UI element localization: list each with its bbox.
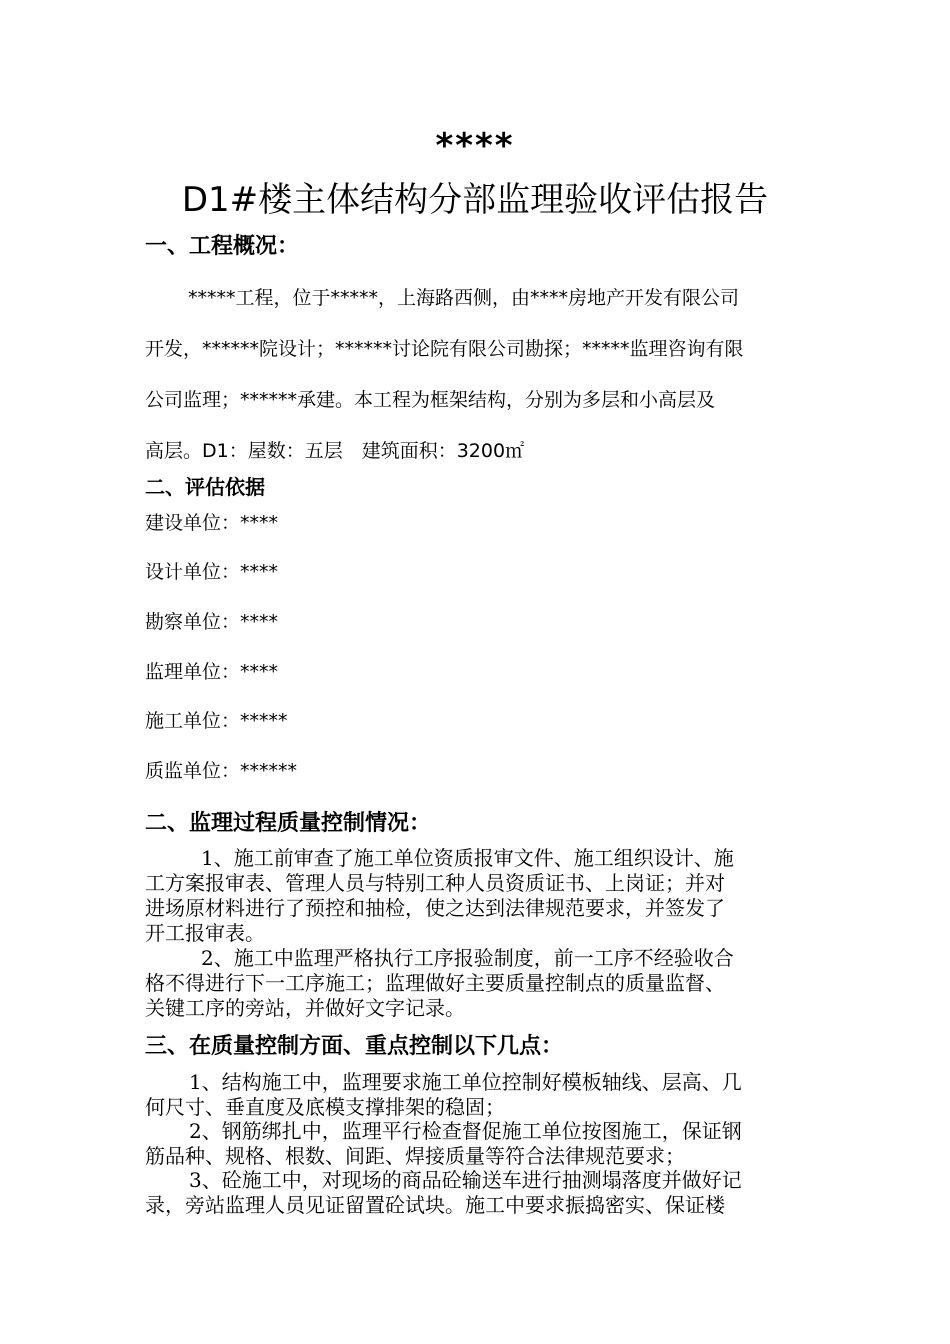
- unit-design: 设计单位：****: [145, 561, 279, 583]
- section-heading-overview: 一、工程概况：: [145, 234, 300, 259]
- paragraph-line: 何尺寸、垂直度及底模支撑排架的稳固；: [145, 1095, 505, 1119]
- paragraph-line: 1、施工前审查了施工单位资质报审文件、施工组织设计、施: [161, 846, 734, 870]
- unit-supervision: 监理单位：****: [145, 661, 279, 683]
- paragraph-line: 筋品种、规格、根数、间距、焊接质量等符合法律规范要求；: [145, 1144, 685, 1168]
- paragraph-line: 1、结构施工中，监理要求施工单位控制好模板轴线、层高、几: [149, 1070, 742, 1094]
- unit-construction: 建设单位：****: [145, 512, 279, 534]
- section-heading-process-control: 二、监理过程质量控制情况：: [145, 811, 432, 836]
- paragraph-line: *****工程，位于*****，上海路西侧，由****房地产开发有限公司: [188, 287, 740, 309]
- section-heading-key-points: 三、在质量控制方面、重点控制以下几点：: [145, 1034, 564, 1059]
- paragraph-line: 3、砼施工中，对现场的商品砼输送车进行抽测塌落度并做好记: [149, 1168, 742, 1192]
- paragraph-line: 公司监理；******承建。本工程为框架结构，分别为多层和小高层及: [145, 389, 716, 411]
- section-heading-basis: 二、评估依据: [145, 475, 265, 499]
- paragraph-line: 开发，******院设计；******讨论院有限公司勘探；*****监理咨询有限: [145, 338, 744, 360]
- document-title-stars: ****: [435, 126, 515, 166]
- paragraph-line: 格不得进行下一工序施工；监理做好主要质量控制点的质量监督、: [145, 971, 725, 995]
- document-title: D1#楼主体结构分部监理验收评估报告: [181, 180, 769, 220]
- paragraph-line: 2、钢筋绑扎中，监理平行检查督促施工单位按图施工，保证钢: [149, 1119, 742, 1143]
- paragraph-line: 2、施工中监理严格执行工序报验制度，前一工序不经验收合: [161, 946, 734, 970]
- paragraph-line: 录，旁站监理人员见证留置砼试块。施工中要求振捣密实、保证楼: [145, 1193, 725, 1217]
- paragraph-line: 开工报审表。: [145, 921, 265, 945]
- unit-quality-inspection: 质监单位：******: [145, 760, 298, 782]
- paragraph-line: 工方案报审表、管理人员与特别工种人员资质证书、上岗证；并对: [145, 871, 725, 895]
- paragraph-line: 关键工序的旁站，并做好文字记录。: [145, 996, 465, 1020]
- unit-contractor: 施工单位：*****: [145, 710, 288, 732]
- unit-survey: 勘察单位：****: [145, 611, 279, 633]
- paragraph-line: 进场原材料进行了预控和抽检，使之达到法律规范要求，并签发了: [145, 896, 725, 920]
- paragraph-line: 高层。D1：屋数：五层 建筑面积：3200㎡: [145, 440, 525, 462]
